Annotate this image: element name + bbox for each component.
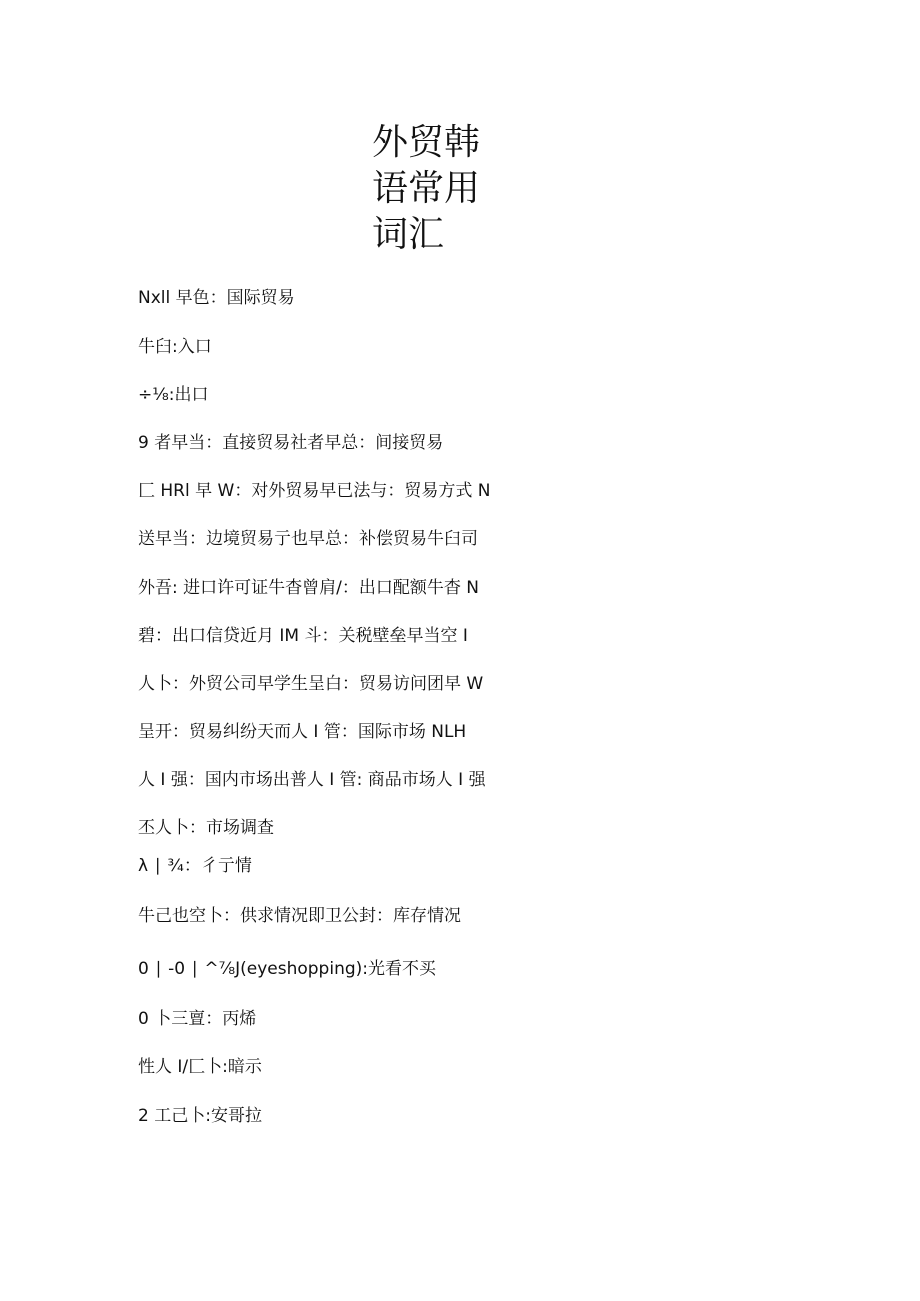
- vocab-line: 0 卜三亶：丙烯: [138, 1009, 257, 1029]
- vocab-line: 性人 I/匚卜:暗示: [138, 1057, 262, 1077]
- vocab-line: 丕人卜：市场调查: [138, 818, 274, 838]
- vocab-line: 外吾: 进口许可证牛杳曾肩/：出口配额牛杳 N: [138, 578, 479, 598]
- vocab-line: 碧：出口信贷近月 IM 斗：关税壁垒早当空 I: [138, 626, 468, 646]
- vocab-line: 人卜：外贸公司早学生呈白：贸易访问团早 W: [138, 674, 484, 694]
- vocab-line: 9 者早当：直接贸易社者早总：间接贸易: [138, 433, 444, 453]
- vocab-line: 2 工己卜:安哥拉: [138, 1106, 262, 1126]
- vocab-line: 牛臼:入口: [138, 337, 212, 357]
- vocab-line: 牛己也空卜：供求情况即卫公封：库存情况: [138, 906, 461, 926]
- vocab-line: 0 ∣ -0 ∣ ^⅞J(eyeshopping):光看不买: [138, 959, 436, 979]
- document-title: [372, 120, 502, 258]
- vocab-line: Nxll 早色：国际贸易: [138, 288, 295, 308]
- vocab-line: ÷⅛:出口: [138, 385, 209, 405]
- vocab-line: 呈开：贸易纠纷天而人 I 管：国际市场 NLH: [138, 722, 467, 742]
- vocab-line: λ ∣ ¾：彳亍情: [138, 856, 252, 876]
- vocab-line: 匚 HRl 早 W：对外贸易早已法与：贸易方式 N: [138, 481, 491, 501]
- vocab-line: 人 I 强：国内市场出普人 I 管: 商品市场人 I 强: [138, 770, 486, 790]
- title-line-1: 外贸韩: [372, 122, 481, 163]
- title-line-2: 语常用: [372, 168, 481, 209]
- vocab-line: 送早当：边境贸易亍也早总：补偿贸易牛臼司: [138, 529, 478, 549]
- title-line-3: 词汇: [372, 214, 445, 255]
